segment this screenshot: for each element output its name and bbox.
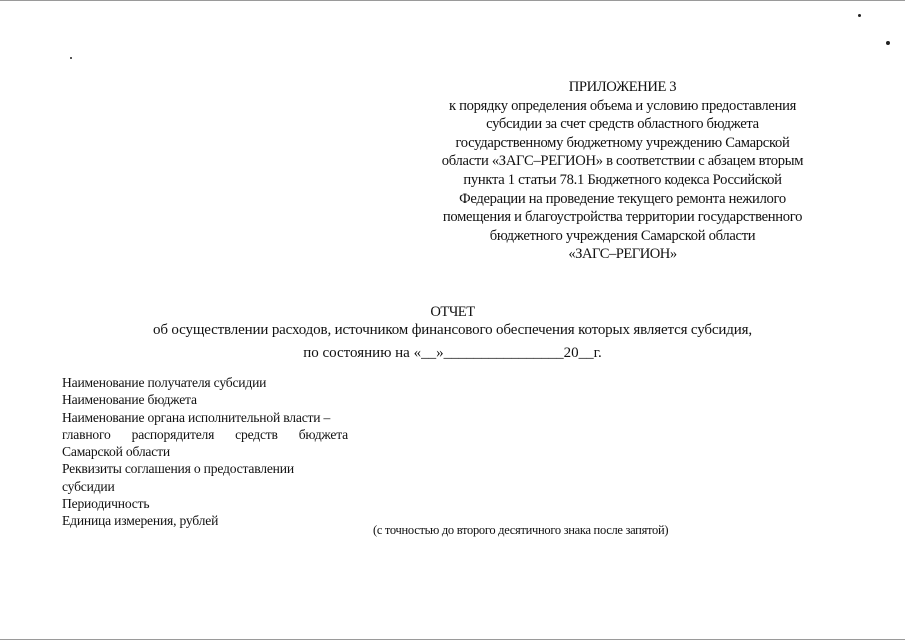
field-periodicity: Периодичность <box>62 496 150 512</box>
appendix-line: Федерации на проведение текущего ремонта нежилого <box>459 190 786 207</box>
scan-speck <box>858 14 861 17</box>
field-recipient: Наименование получателя субсидии <box>62 375 267 390</box>
appendix-line: субсидии за счет средств областного бюджета <box>486 116 759 133</box>
report-subtitle: об осуществлении расходов, источником финансового обеспечения которых является субсидия, <box>153 322 752 338</box>
field-agreement-line: субсидии <box>62 478 115 494</box>
scan-speck <box>886 41 890 45</box>
appendix-heading: ПРИЛОЖЕНИЕ 3 <box>568 79 677 95</box>
field-unit: Единица измерения, рублей <box>62 513 219 529</box>
scan-top-line <box>0 0 905 1</box>
field-agreement-line: Реквизиты соглашения о предоставлении <box>62 461 294 477</box>
precision-note: (с точностью до второго десятичного знака после запятой) <box>373 523 669 537</box>
appendix-line: государственному бюджетному учреждению Самарской <box>455 134 790 151</box>
appendix-line: помещения и благоустройства территории государственного <box>442 209 803 226</box>
field-authority-line: главного распорядителя средств бюджета <box>62 426 348 442</box>
appendix-block <box>410 78 835 264</box>
field-authority-line: Самарской области <box>62 444 170 460</box>
appendix-line: пункта 1 статьи 78.1 Бюджетного кодекса Российской <box>463 171 782 188</box>
report-date-line: по состоянию на «__»________________20__г. <box>303 345 602 361</box>
report-title: ОТЧЕТ <box>430 304 475 320</box>
scan-speck <box>70 57 72 59</box>
field-authority-line: Наименование органа исполнительной власти – <box>62 409 331 425</box>
appendix-line: к порядку определения объема и условию предоставления <box>448 97 797 114</box>
appendix-line: «ЗАГС–РЕГИОН» <box>568 246 677 263</box>
appendix-line: области «ЗАГС–РЕГИОН» в соответствии с абзацем вторым <box>441 153 804 170</box>
report-fields <box>62 374 362 530</box>
appendix-line: бюджетного учреждения Самарской области <box>489 227 756 244</box>
field-budget: Наименование бюджета <box>62 392 197 408</box>
